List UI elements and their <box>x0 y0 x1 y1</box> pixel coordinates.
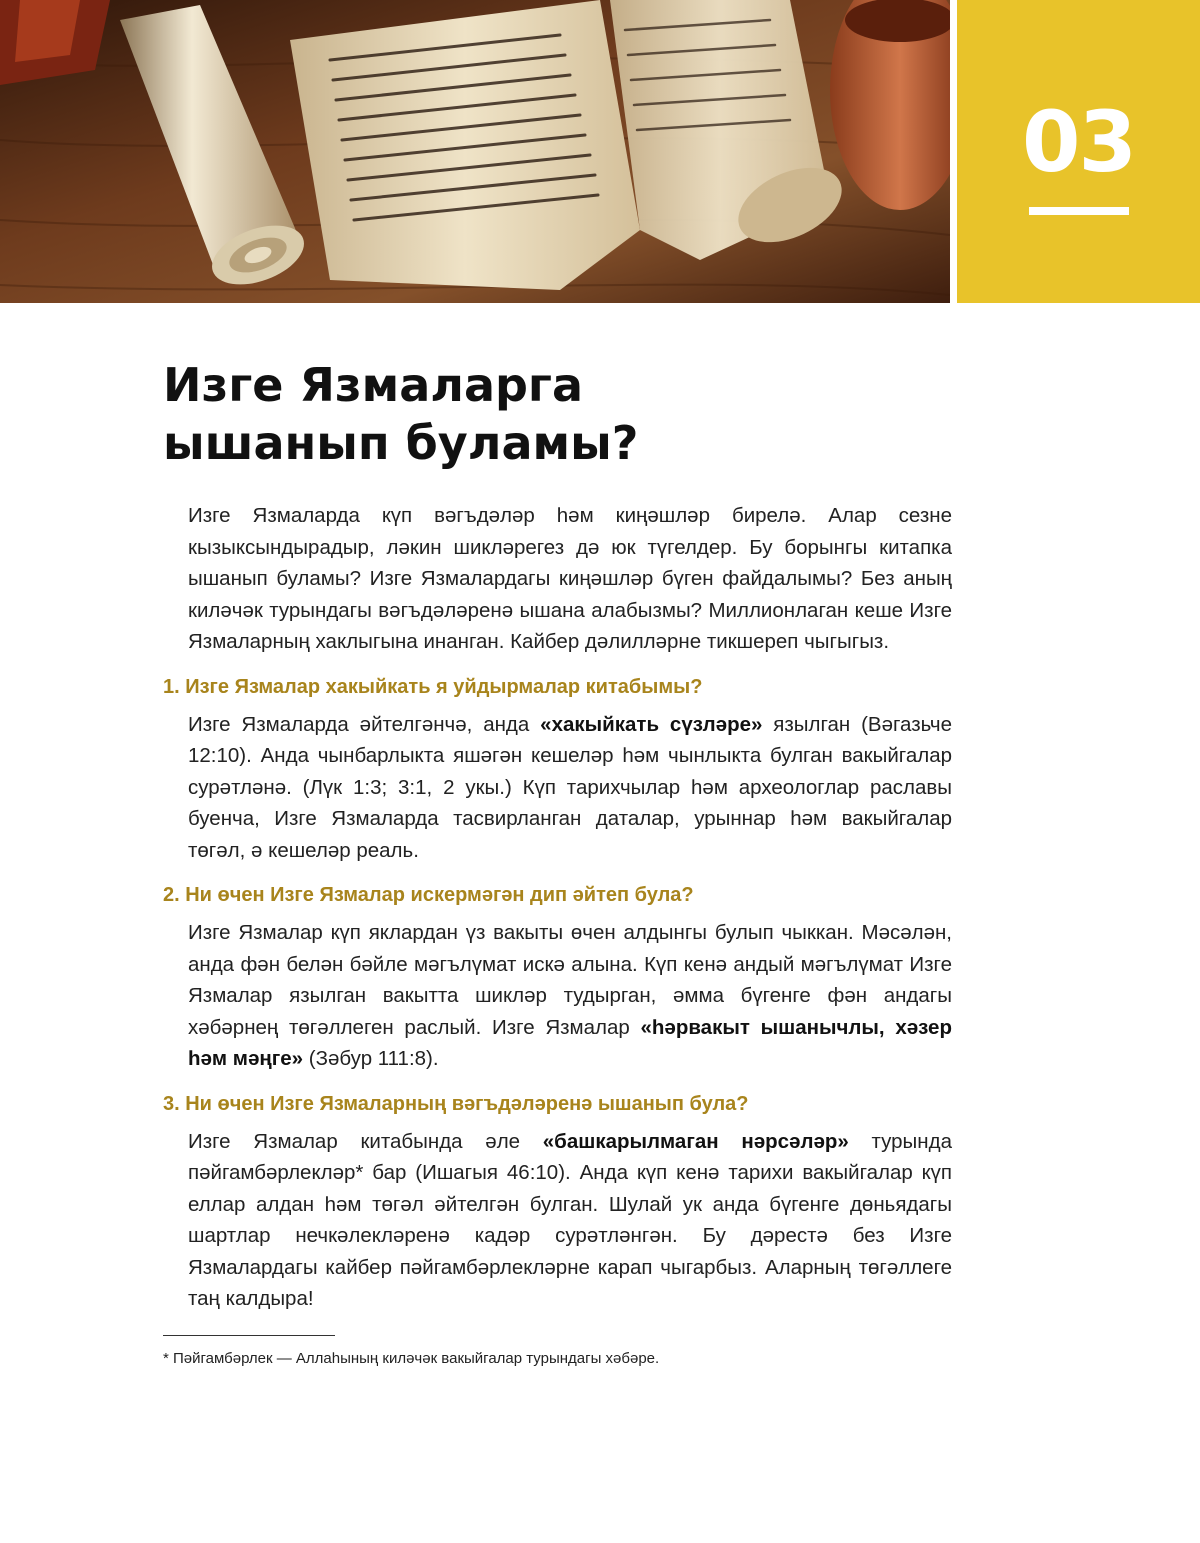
lesson-number: 03 <box>1022 93 1135 191</box>
answer-1-paragraph <box>188 709 952 867</box>
scrolls-photo <box>0 0 950 303</box>
answer-3-text-a: Изге Язмалар китабында әле <box>188 1129 543 1153</box>
answer-2-paragraph <box>188 917 952 1075</box>
question-1-heading: 1. Изге Язмалар хакыйкать я уйдырмалар китабымы? <box>163 675 703 698</box>
page-title-line-2: ышанып буламы? <box>163 416 639 470</box>
intro-paragraph: Изге Язмаларда күп вәгъдәләр һәм киңәшләр бирелә. Алар сезне кызыксындырадыр, ләкин шикләрегез дә юк түгелдер. Бу борынгы китапка ышанып буламы? Изге Язмалардагы киңәшләр бүген файдалымы? Без аның киләчәк турындагы вәгъдәләренә ышана алабызмы? Миллионлаган кеше Изге Язмаларның хаклыгына инанган. Кайбер дәлилләрне тикшереп чыгыгыз. <box>188 504 952 653</box>
answer-1-text-a: Изге Язмаларда әйтелгәнчә, анда <box>188 712 541 736</box>
answer-2-text-a: Изге Язмалар күп яклардан үз вакыты өчен алдынгы булып чыккан. Мәсәлән, анда фән белән бәйле мәгълүмат искә алына. Күп кенә андый мәгълүмат Изге Язмалар язылган вакытта шикләр тудырган, әмма бүгенге фән андагы хәбәрнең төгәллеген раслый. Изге Язмалар <box>188 921 952 1039</box>
scrolls-illustration <box>0 0 950 303</box>
answer-1-text-b: язылган (Вәгазьче 12:10). Анда чынбарлыкта яшәгән кешеләр һәм чынлыкта булган вакыйгалар сурәтләнә. (Лүк 1:3; 3:1, 2 укы.) Күп тарихчылар һәм археологлар раславы буенча, Изге Язмаларда тасвирланган даталар, урыннар һәм вакыйгалар төгәл, ә кешеләр реаль. <box>188 712 952 862</box>
answer-2-text-b: (Зәбур 111:8). <box>303 1047 439 1070</box>
page-title <box>163 356 963 472</box>
answer-3-quote: «башкарылмаган нәрсәләр» <box>542 1129 849 1153</box>
lesson-content <box>163 500 952 1315</box>
answer-1-quote: «хакыйкать сүзләре» <box>540 712 763 736</box>
question-3-heading: 3. Ни өчен Изге Язмаларның вәгъдәләренә ышанып була? <box>163 1092 749 1115</box>
lesson-number-underline <box>1029 207 1129 215</box>
footnote: * Пәйгамбәрлек — Аллаһының киләчәк вакыйгалар турындагы хәбәре. <box>163 1350 660 1367</box>
open-scroll-icon <box>290 0 640 290</box>
answer-2-quote: «һәрвакыт ышанычлы, хәзер һәм мәңге» <box>188 1015 952 1070</box>
footnote-divider <box>163 1335 335 1336</box>
page-title-line-1: Изге Язмаларга <box>163 358 583 412</box>
lesson-number-box <box>957 0 1200 303</box>
answer-3-paragraph <box>188 1126 952 1315</box>
answer-3-text-b: турында пәйгамбәрлекләр* бар (Ишагыя 46:10). Анда күп кенә тарихи вакыйгалар күп еллар алдан һәм төгәл әйтелгән булган. Шулай ук анда бүгенге дөньядагы шартлар нечкәлекләренә кадәр сурәтләнгән. Бу дәрестә без Изге Язмалардагы кайбер пәйгамбәрлекләрне карап чыгарбыз. Аларның төгәллеге таң калдыра! <box>188 1129 952 1310</box>
question-2-heading: 2. Ни өчен Изге Язмалар искермәгән дип әйтеп була? <box>163 884 694 906</box>
